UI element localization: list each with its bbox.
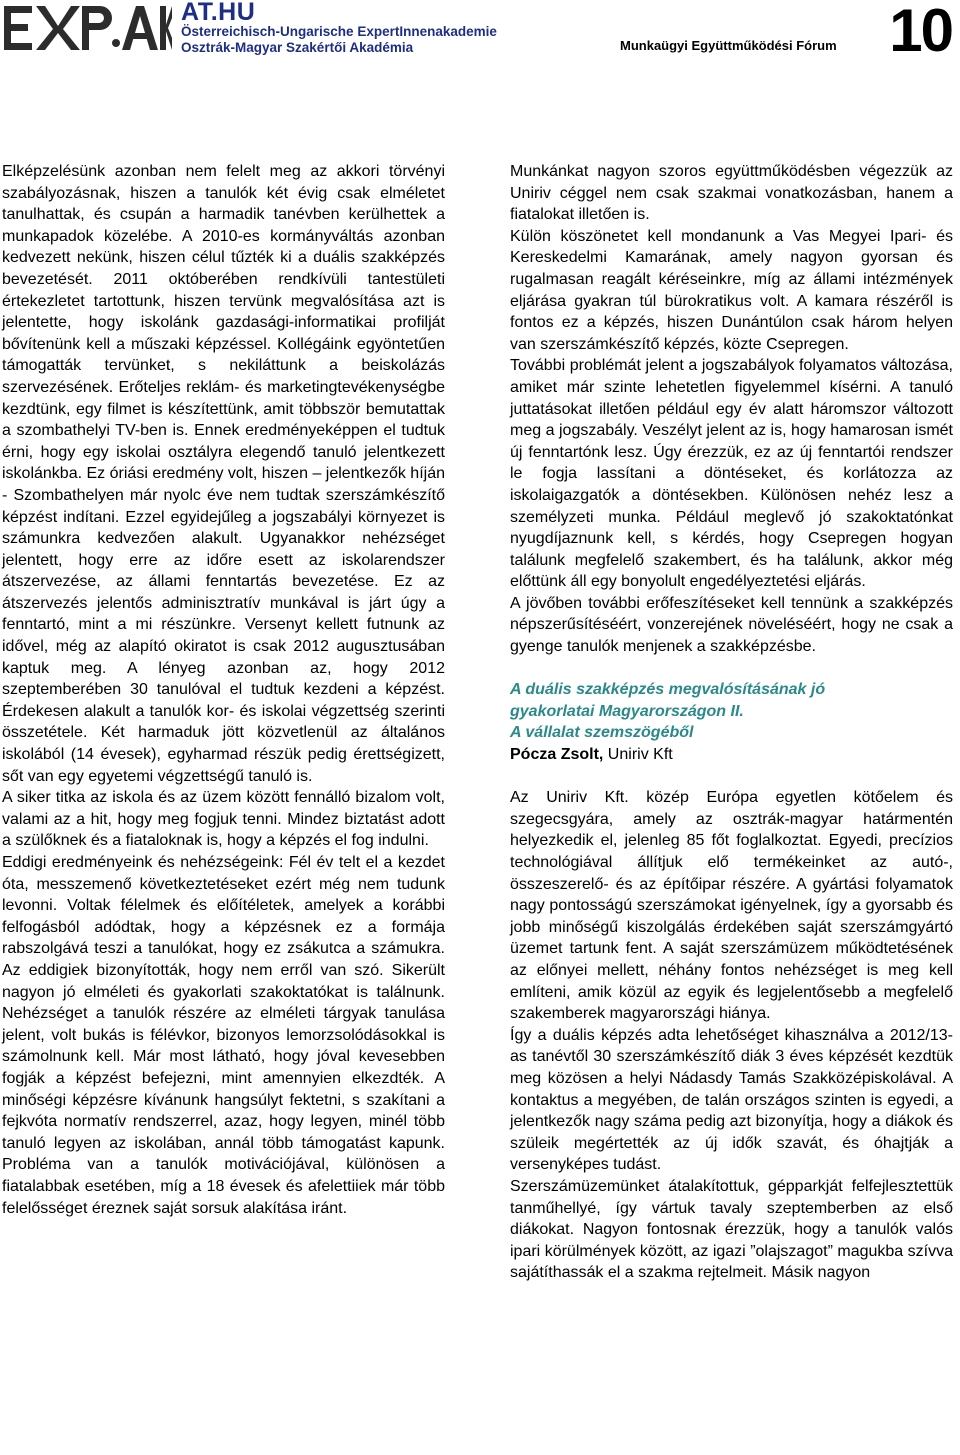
spacer (510, 766, 953, 788)
section-title-line-1: A duális szakképzés megvalósításának jó (510, 681, 826, 699)
right-paragraph-3: További problémát jelent a jogszabályok folyamatos változása, amiket már szinte lehetetlen figyelemmel kísérni. A tanuló juttatásokat illetően például egy év alatt háromszor változott meg a jogszabály. Veszélyt jelent az is, hogy hamarosan ismét új fenntartónk lesz. Úgy érezzük, ez az új fenntartói rendszer le fogja lassítani a döntéseket, és korlátozza az iskolaigazgatók a döntésekben. Különösen nehéz lesz a személyzeti munka. Például meglevő jó szakoktatónkat nyugdíjaznunk kell, s kérdés, hogy Csepregen hogyan találunk megfelelő szakembert, és ha találunk, akkor még előttünk áll egy bonyolult engedélyeztetési eljárás. (510, 357, 953, 591)
right-paragraph-7: Szerszámüzemünket átalakítottuk, gépparkját felfejlesztettük tanműhellyé, így vártuk tavaly szeptemberben az első diákokat. Nagyon fontosnak érezzük, hogy a tanulók valós ipari körülmények között, az igazi ”olajszagot” magukba szívva sajátíthassák el a szakma rejtelmeit. Másik nagyon (510, 1177, 953, 1282)
expak-logo (2, 0, 172, 56)
left-paragraph-1: Elképzelésünk azonban nem felelt meg az akkori törvényi szabályozásnak, hiszen a tanulók két évig csak elméletet tanulhattak, és csupán a harmadik tanévben kerülhettek a munkapadok közelébe. A 2010-es kormányváltás azonban kedvezett nekünk, hiszen célul tűzték ki a duális szakképzés bevezetését. 2011 októberében rendkívüli tantestületi értekezletet tartottunk, hiszen tervünk megvalósítása azt is jelentette, hogy iskolánk gazdasági-informatikai profilját bővítenünk kell a műszaki képzéssel. Kollégáink egyöntetűen támogatták tervünket, s nekiláttunk a beiskolázás szervezésének. Erőteljes reklám- és marketingtevékenységbe kezdtünk, egy filmet is készítettünk, amit többször bemutattak a szombathelyi TV-ben is. Ennek eredményeképpen el tudtuk érni, hogy egy iskolai osztályra elegendő tanuló jelentkezett iskolánkba. Ez óriási eredmény volt, hiszen – jelentkezők híján - Szombathelyen már nyolc éve nem tudtak szerszámkészítő képzést indítani. Ezzel egyidejűleg a jogszabályi környezet is számunkra kedvezően alakult. Ugyanakkor nehézséget jelentett, hogy erre az időre esett az iskolarendszer átszervezése, az állami fenntartás bevezetése. Ez az átszervezés jelentős adminisztratív munkával is járt úgy a fenntartó, mint a mi részünkre. Versenyt kellett futnunk az idővel, még az alapító okiratot is csak 2012 augusztusában kaptuk meg. A lényeg azonban az, hogy 2012 szeptemberében 30 tanulóval el tudtuk kezdeni a képzést. Érdekesen alakult a tanulók kor- és iskolai végzettség szerinti összetétele. Két harmaduk jött közvetlenül az általános iskolából (14 évesek), egyharmad részük pedig érettségizett, sőt van egy egyetemi végzettségű tanuló is. (2, 163, 445, 785)
left-paragraph-2: A siker titka az iskola és az üzem között fennálló bizalom volt, valami az a hit, hogy meg fogjuk tenni. Mindez biztatást adott a szülőknek és a fiataloknak is, hogy a képzés el fog indulni. (2, 789, 445, 850)
academy-name-de: Österreichisch-Ungarische ExpertInnenakademie (181, 24, 497, 39)
page-number: 10 (889, 0, 952, 64)
left-paragraph-3: Eddigi eredményeink és nehézségeink: Fél év telt el a kezdet óta, messzemenő következtetéseket ezért még nem tudunk levonni. Voltak félelmek és előítéletek, amelyek a korábbi felfogásból adódtak, hogy a képzésnek ez a formája rabszolgává teszi a tanulókat, hogy ez zsákutca a számukra. Az eddigiek bizonyították, hogy nem erről van szó. Sikerült nagyon jó elméleti és gyakorlati szakoktatókat is találnunk. Nehézséget a tanulók részére az elméleti tárgyak tanulása jelent, volt bukás is félévkor, bizonyos lemorzsolódásokkal is számolnunk kell. Már most látható, hogy jóval kevesebben fogják a képzést befejezni, mint amennyien elkezdték. A minőségi képzésre kívánunk hangsúlyt fektetni, s szakítani a fejkvóta normatív rendszerrel, azaz, hogy legyen, minél több tanuló legyen az iskolában, annál több támogatást kapunk. Probléma van a tanulók motivációjával, különösen a fiatalabbak esetében, míg a 18 évesek és afelettiiek már több felelősséget éreznek saját sorsuk alakítása iránt. (2, 854, 445, 1217)
author-name: Pócza Zsolt, (510, 746, 604, 764)
author-line (510, 744, 953, 766)
spacer (510, 658, 953, 680)
academy-name-hu: Osztrák-Magyar Szakértői Akadémia (181, 40, 414, 55)
right-paragraph-2: Külön köszönetet kell mondanunk a Vas Megyei Ipari- és Kereskedelmi Kamarának, amely nagyon gyorsan és rugalmasan reagált kéréseinkre, míg az állami intézmények eljárása gyakran túl bürokratikus volt. A kamara részéről is fontos ez a képzés, hiszen Dunántúlon csak három helyen van szerszámkészítő képzés, közte Csepregen. (510, 227, 953, 353)
right-paragraph-5: Az Uniriv Kft. közép Európa egyetlen kötőelem és szegecsgyára, amely az osztrák-magyar határmentén helyezkedik el, jelenleg 85 főt foglalkoztat. Egyedi, precízios technológiával állítjuk elő termékeinket az autó-, összeszerelő- és az építőipar részére. A gyártási folyamatok nagy pontosságú szerszámokat igényelnek, így a gyorsabb és jobb minőségű kiszolgálás érdekében saját szerszámgyártó üzemet tartunk fent. A saját szerszámüzem működtetésének az előnyei mellett, néhány fontos nehézséget is meg kell említeni, amik közül az egyik és legjelentősebb a megfelelő szakemberek magyarországi hiánya. (510, 789, 953, 1023)
right-paragraph-4: A jövőben további erőfeszítéseket kell tennünk a szakképzés népszerűsítéséért, vonzerejének növeléséért, hogy ne csak a gyenge tanulók menjenek a szakképzésbe. (510, 594, 953, 656)
section-subtitle: A vállalat szemszögéből (510, 724, 694, 742)
athu-label: AT.HU (181, 0, 256, 26)
right-paragraph-1: Munkánkat nagyon szoros együttműködésben végezzük az Uniriv céggel nem csak szakmai vonatkozásban, hanem a fiatalokat illetően is. (510, 163, 953, 224)
academy-block (181, 0, 501, 56)
left-column (2, 161, 445, 1219)
author-org: Uniriv Kft (603, 746, 673, 764)
section-title-line-2: gyakorlatai Magyarországon II. (510, 702, 744, 720)
forum-title: Munkaügyi Együttműködési Fórum (620, 38, 837, 53)
right-column (510, 161, 953, 1284)
page-header (0, 0, 960, 120)
right-paragraph-6: Így a duális képzés adta lehetőséget kihasználva a 2012/13-as tanévtől 30 szerszámkészítő diák 3 éves képzését kezdtük meg közösen a helyi Nádasdy Tamás Szakközépiskolával. A kontaktus a megyében, de talán országos szinten is egyedi, a jelentkezők nagy száma pedig azt bizonyítja, hogy a diákok és szüleik megértették az új idők szavát, és óhajtják a versenyképes tudást. (510, 1026, 953, 1174)
